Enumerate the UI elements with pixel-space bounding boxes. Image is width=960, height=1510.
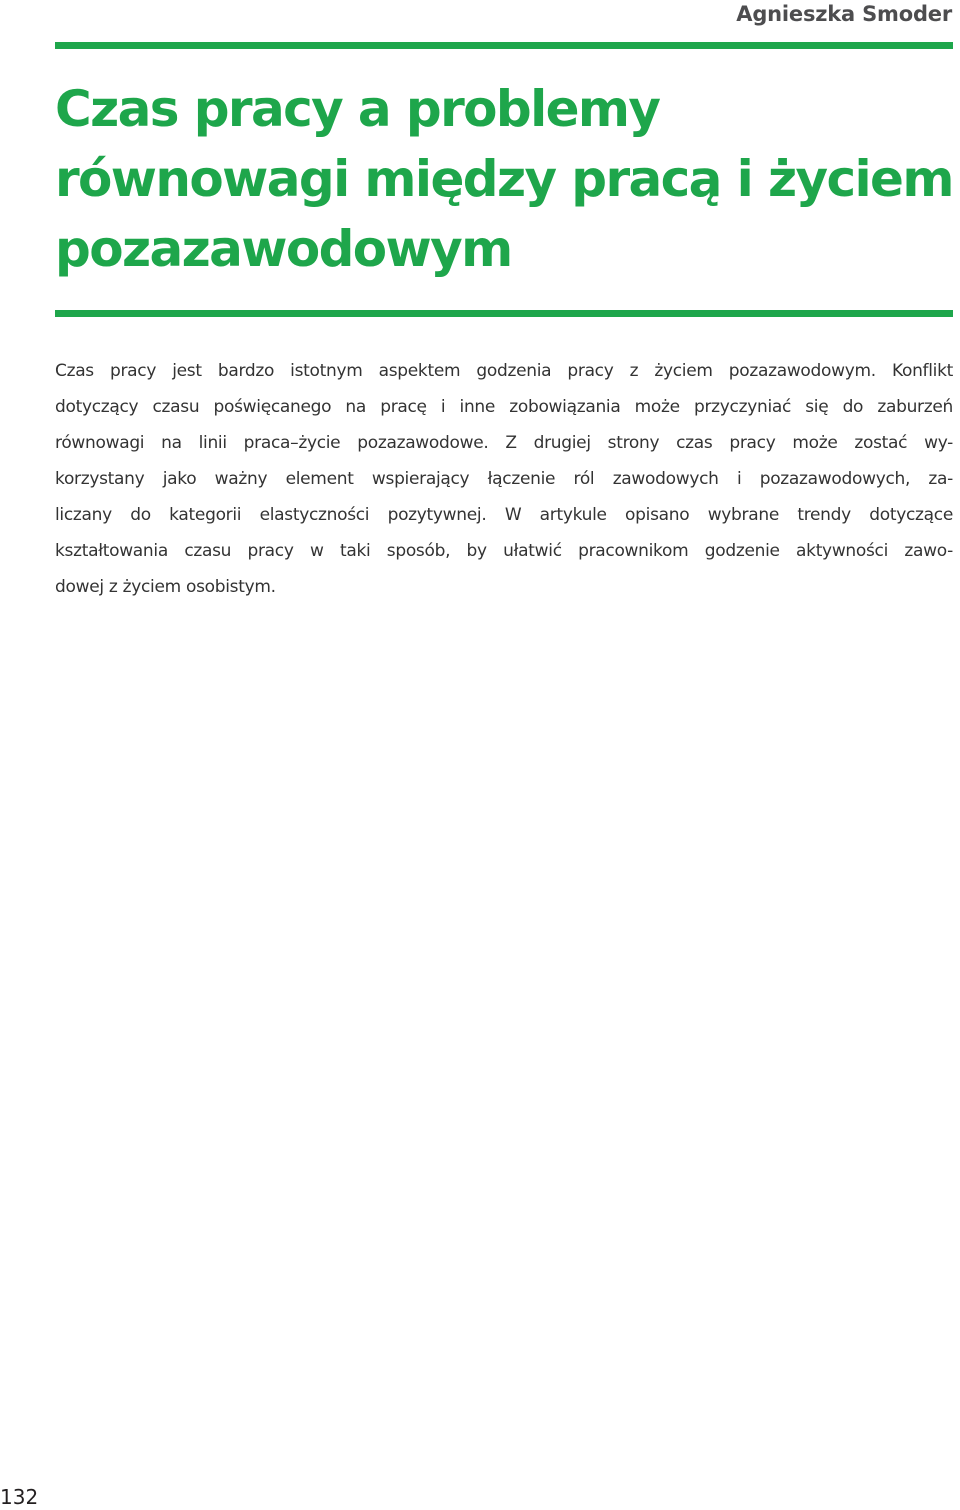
abstract-line: korzystany jako ważny element wspierający łączenie ról zawodowych i pozazawodowych, za- bbox=[55, 469, 953, 489]
abstract-line: równowagi na linii praca–życie pozazawodowe. Z drugiej strony czas pracy może zostać wy- bbox=[55, 433, 953, 453]
title-line: pozazawodowym bbox=[55, 220, 512, 278]
title-bottom-rule bbox=[55, 310, 953, 317]
page-number: 132 bbox=[0, 1485, 39, 1509]
title-line: Czas pracy a problemy bbox=[55, 80, 660, 138]
abstract-line: Czas pracy jest bardzo istotnym aspektem godzenia pracy z życiem pozazawodowym. Konflikt bbox=[55, 361, 953, 381]
title-top-rule bbox=[55, 42, 953, 49]
article-title bbox=[55, 74, 953, 284]
title-line: równowagi między pracą i życiem bbox=[55, 150, 953, 208]
abstract-paragraph bbox=[55, 353, 953, 605]
abstract-line: dowej z życiem osobistym. bbox=[55, 577, 276, 597]
abstract-line: liczany do kategorii elastyczności pozytywnej. W artykule opisano wybrane trendy dotyczące bbox=[55, 505, 953, 525]
abstract-line: dotyczący czasu poświęcanego na pracę i inne zobowiązania może przyczyniać się do zaburzeń bbox=[55, 397, 953, 417]
abstract-line: kształtowania czasu pracy w taki sposób, by ułatwić pracownikom godzenie aktywności zawo- bbox=[55, 541, 953, 561]
running-header-author: Agnieszka Smoder bbox=[736, 2, 952, 26]
